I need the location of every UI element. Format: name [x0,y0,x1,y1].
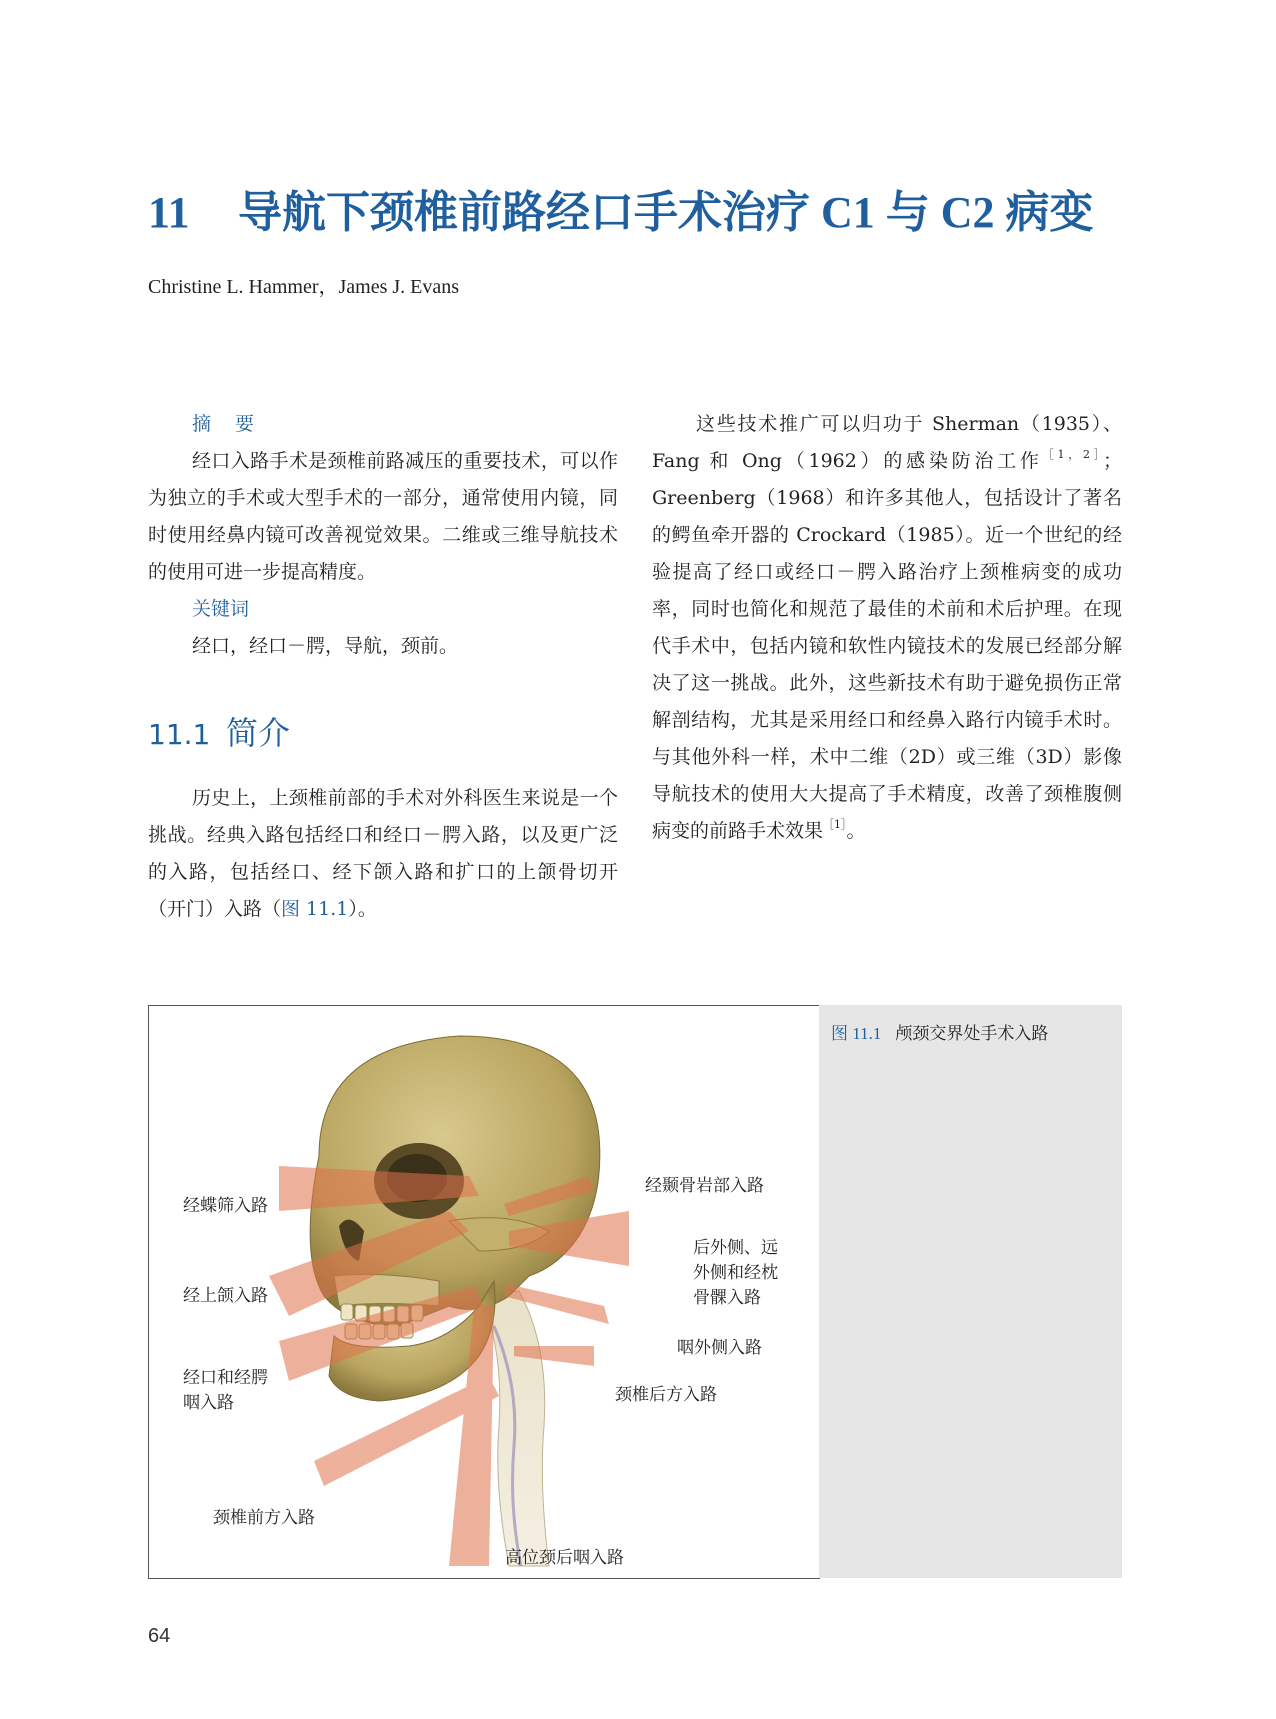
abstract-column [148,406,618,665]
figure-illustration [148,1005,820,1579]
chapter-title [148,176,1094,240]
chapter-number: 11 [148,188,190,237]
intro-text-end: ）。 [348,898,377,920]
keywords-heading: 关键词 [192,598,250,620]
section-title-text: 简介 [226,714,291,752]
section-number: 11.1 [148,718,211,751]
label-transoral-palatal-1: 经口和经腭 [183,1368,268,1388]
label-posterior-cervical: 颈椎后方入路 [615,1385,717,1405]
chapter-title-text: 导航下颈椎前路经口手术治疗 C1 与 C2 病变 [238,188,1094,237]
section-heading [148,708,290,754]
abstract-text: 经口入路手术是颈椎前路减压的重要技术，可以作为独立的手术或大型手术的一部分，通常使用内镜，同时使用经鼻内镜可改善视觉效果。二维或三维导航技术的使用可进一步提高精度。 [148,450,618,583]
label-transsphenoethmoidal: 经蝶筛入路 [183,1196,268,1216]
label-high-retropharyngeal: 高位颈后咽入路 [505,1548,624,1568]
intro-text [148,780,618,928]
keywords-text: 经口，经口－腭，导航，颈前。 [192,635,459,657]
figure-number: 图 11.1 [831,1024,882,1043]
label-transoral-palatal-2: 咽入路 [183,1393,234,1413]
page-number: 64 [148,1625,171,1647]
figure-reference-link[interactable]: 图 11.1 [281,898,349,920]
history-text-a: 这些技术推广可以归功于 Sherman（1935）、Fang 和 Ong（1962）的感染防治工作 [652,413,1122,472]
label-posterolateral-2: 外侧和经枕 [693,1263,778,1283]
figure-caption-panel [819,1005,1122,1578]
figure-caption [831,1019,1048,1044]
chapter-authors: Christine L. Hammer，James J. Evans [148,276,460,298]
label-anterior-cervical: 颈椎前方入路 [213,1508,315,1528]
history-text-b: ；Greenberg（1968）和许多其他人，包括设计了著名的鳄鱼牵开器的 Crockard（1985）。近一个世纪的经验提高了经口或经口－腭入路治疗上颈椎病变的成功率，同时也简化和规范了最佳的术前和术后护理。在现代手术中，包括内镜和软性内镜技术的发展已经部分解决了这一挑战。此外，这些新技术有助于避免损伤正常解剖结构，尤其是采用经口和经鼻入路行内镜手术时。与其他外科一样，术中二维（2D）或三维（3D）影像导航技术的使用大大提高了手术精度，改善了颈椎腹侧病变的前路手术效果 [652,450,1123,842]
reference-1-2[interactable]: ［1，2］ [1042,448,1103,461]
reference-1[interactable]: ［1］ [823,818,847,831]
history-text-c: 。 [846,820,866,842]
abstract-heading-part2: 要 [235,413,255,435]
intro-paragraph [148,780,618,928]
figure-caption-text: 颅颈交界处手术入路 [895,1024,1049,1044]
abstract-heading [148,406,618,443]
label-extrapharyngeal: 咽外侧入路 [677,1338,762,1358]
abstract-heading-part1: 摘 [192,413,212,435]
history-paragraph [652,406,1122,850]
right-column [652,406,1122,850]
label-posterolateral-3: 骨髁入路 [693,1288,761,1308]
label-transmaxillary: 经上颌入路 [183,1286,268,1306]
label-transtemporal-petrous: 经颞骨岩部入路 [645,1176,764,1196]
label-posterolateral-1: 后外侧、远 [693,1238,778,1258]
intro-text-main: 历史上，上颈椎前部的手术对外科医生来说是一个挑战。经典入路包括经口和经口－腭入路，以及更广泛的入路，包括经口、经下颌入路和扩口的上颌骨切开（开门）入路（ [148,787,618,920]
